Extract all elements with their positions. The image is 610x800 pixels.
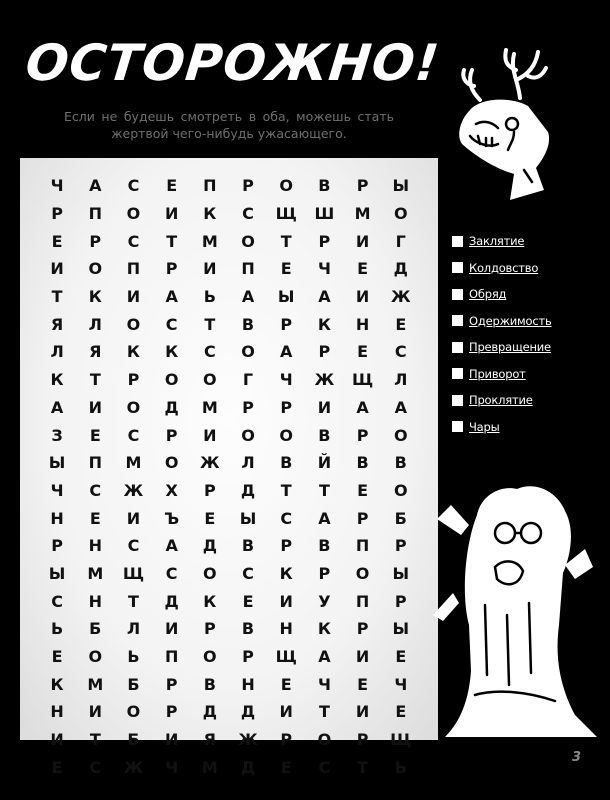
grid-letter[interactable]: Б: [394, 508, 407, 528]
grid-letter[interactable]: Е: [89, 508, 101, 528]
grid-letter[interactable]: Е: [280, 674, 292, 694]
word-label: Приворот: [469, 366, 526, 381]
grid-letter[interactable]: П: [355, 536, 370, 556]
grid-letter[interactable]: О: [164, 370, 179, 390]
grid-letter[interactable]: Ч: [165, 757, 179, 777]
grid-letter[interactable]: Т: [51, 287, 63, 307]
grid-letter[interactable]: Р: [356, 176, 369, 196]
letter-grid: [38, 172, 420, 781]
grid-letter[interactable]: О: [126, 702, 141, 722]
grid-letter[interactable]: Х: [165, 480, 178, 500]
grid-letter[interactable]: П: [241, 259, 255, 279]
grid-letter[interactable]: С: [127, 536, 140, 556]
grid-letter[interactable]: Н: [88, 536, 102, 556]
grid-letter[interactable]: Л: [126, 619, 141, 639]
grid-letter[interactable]: Ъ: [164, 508, 180, 528]
grid-letter[interactable]: Л: [50, 342, 64, 362]
grid-letter[interactable]: Р: [242, 397, 254, 417]
grid-letter[interactable]: Я: [203, 730, 216, 750]
grid-letter[interactable]: Ч: [394, 674, 408, 694]
grid-letter[interactable]: Т: [89, 370, 101, 390]
grid-letter[interactable]: О: [88, 259, 103, 279]
grid-letter[interactable]: О: [203, 647, 217, 667]
grid-letter[interactable]: К: [279, 563, 293, 583]
grid-letter[interactable]: В: [318, 425, 331, 445]
grid-letter[interactable]: О: [355, 563, 370, 583]
grid-letter[interactable]: О: [241, 425, 255, 445]
grid-letter[interactable]: И: [279, 591, 293, 611]
grid-letter[interactable]: Ч: [317, 674, 331, 694]
grid-letter[interactable]: Е: [280, 259, 292, 279]
grid-letter[interactable]: Р: [127, 370, 140, 390]
grid-letter[interactable]: Е: [357, 480, 369, 500]
grid-letter[interactable]: О: [241, 342, 255, 362]
grid-letter[interactable]: Т: [357, 757, 369, 777]
grid-letter[interactable]: И: [203, 425, 217, 445]
grid-letter[interactable]: В: [318, 536, 331, 556]
grid-letter[interactable]: Д: [240, 702, 256, 722]
grid-letter[interactable]: Е: [357, 342, 369, 362]
grid-letter[interactable]: И: [164, 204, 179, 224]
word-search-panel: [20, 158, 438, 777]
grid-letter[interactable]: Т: [318, 702, 330, 722]
grid-letter[interactable]: Ы: [277, 287, 295, 307]
word-label: Проклятие: [469, 393, 533, 408]
grid-letter[interactable]: Ж: [390, 287, 411, 307]
instructions-text: Если не будешь смотреть в оба, можешь стать жертвой чего-нибудь ужасающего.: [64, 109, 394, 141]
grid-letter[interactable]: В: [394, 453, 407, 473]
grid-letter[interactable]: Е: [395, 314, 407, 334]
grid-letter[interactable]: П: [88, 453, 102, 473]
word-label: Заклятие: [469, 234, 525, 249]
grid-letter[interactable]: К: [203, 591, 217, 611]
word-checkbox[interactable]: [452, 236, 463, 247]
grid-letter[interactable]: Л: [88, 314, 102, 334]
grid-letter[interactable]: Е: [280, 757, 292, 777]
grid-letter[interactable]: С: [127, 176, 140, 196]
grid-letter[interactable]: Ч: [50, 176, 64, 196]
grid-letter[interactable]: Е: [89, 425, 101, 445]
grid-letter[interactable]: О: [393, 480, 408, 500]
grid-letter[interactable]: Р: [242, 176, 254, 196]
grid-letter[interactable]: С: [51, 591, 63, 611]
grid-letter[interactable]: М: [201, 231, 218, 251]
grid-letter[interactable]: Н: [50, 702, 64, 722]
grid-letter[interactable]: Р: [394, 591, 407, 611]
grid-letter[interactable]: С: [127, 231, 140, 251]
word-checklist: [452, 228, 552, 440]
grid-letter[interactable]: Р: [51, 536, 63, 556]
grid-letter[interactable]: В: [318, 176, 331, 196]
word-checkbox[interactable]: [452, 315, 463, 326]
grid-letter[interactable]: Т: [89, 730, 101, 750]
grid-letter[interactable]: Т: [280, 480, 292, 500]
grid-letter[interactable]: Л: [241, 453, 255, 473]
grid-letter[interactable]: М: [201, 757, 218, 777]
grid-letter[interactable]: С: [89, 757, 102, 777]
grid-letter[interactable]: Е: [204, 508, 216, 528]
word-label: Колдовство: [469, 260, 539, 275]
grid-letter[interactable]: И: [126, 287, 141, 307]
grid-letter[interactable]: О: [203, 563, 217, 583]
grid-letter[interactable]: О: [241, 231, 255, 251]
grid-letter[interactable]: Ы: [48, 563, 66, 583]
grid-letter[interactable]: Р: [318, 342, 331, 362]
grid-letter[interactable]: Д: [164, 397, 179, 417]
grid-letter[interactable]: О: [126, 397, 141, 417]
grid-letter[interactable]: Р: [280, 314, 293, 334]
grid-letter[interactable]: И: [355, 287, 370, 307]
grid-letter[interactable]: Щ: [351, 370, 374, 390]
grid-letter[interactable]: С: [165, 563, 178, 583]
grid-letter[interactable]: С: [242, 204, 254, 224]
page-title: ОСТОРОЖНО!: [22, 34, 443, 92]
grid-letter[interactable]: К: [165, 342, 179, 362]
grid-letter[interactable]: К: [317, 314, 331, 334]
grid-letter[interactable]: Т: [204, 314, 216, 334]
grid-letter[interactable]: Р: [394, 536, 407, 556]
grid-letter[interactable]: О: [164, 453, 179, 473]
grid-letter[interactable]: Е: [51, 757, 63, 777]
grid-letter[interactable]: И: [88, 397, 102, 417]
grid-letter[interactable]: С: [165, 314, 178, 334]
grid-letter[interactable]: Щ: [275, 204, 297, 224]
grid-letter[interactable]: Ж: [123, 757, 144, 777]
grid-letter[interactable]: К: [50, 370, 64, 390]
word-list-item: [452, 414, 552, 441]
grid-letter[interactable]: Н: [88, 591, 102, 611]
grid-letter[interactable]: Р: [165, 425, 178, 445]
grid-letter[interactable]: Л: [394, 370, 408, 390]
grid-letter[interactable]: Т: [128, 591, 139, 611]
grid-letter[interactable]: Т: [318, 480, 330, 500]
grid-letter[interactable]: Р: [356, 619, 369, 639]
grid-letter[interactable]: Д: [240, 480, 256, 500]
grid-letter[interactable]: К: [126, 342, 140, 362]
grid-letter[interactable]: Р: [51, 204, 63, 224]
grid-letter[interactable]: И: [126, 508, 141, 528]
grid-letter[interactable]: К: [317, 619, 331, 639]
grid-letter[interactable]: С: [203, 342, 216, 362]
grid-letter[interactable]: О: [393, 204, 408, 224]
grid-letter[interactable]: Д: [202, 702, 217, 722]
word-list-item: [452, 387, 552, 414]
grid-letter[interactable]: Щ: [390, 730, 412, 750]
grid-letter[interactable]: Ь: [127, 647, 140, 667]
grid-letter[interactable]: Е: [395, 647, 407, 667]
grid-letter[interactable]: Н: [50, 508, 64, 528]
grid-letter[interactable]: И: [279, 702, 293, 722]
grid-letter[interactable]: С: [242, 563, 254, 583]
grid-letter[interactable]: П: [164, 647, 179, 667]
grid-letter[interactable]: Ч: [317, 259, 331, 279]
grid-letter[interactable]: А: [165, 536, 178, 556]
grid-letter[interactable]: Р: [356, 508, 369, 528]
word-checkbox[interactable]: [452, 342, 463, 353]
grid-letter[interactable]: Т: [280, 231, 292, 251]
grid-letter[interactable]: Д: [164, 591, 179, 611]
grid-letter[interactable]: А: [89, 176, 102, 196]
word-checkbox[interactable]: [452, 368, 463, 379]
grid-letter[interactable]: Ж: [200, 453, 220, 473]
grid-letter[interactable]: Р: [280, 730, 293, 750]
grid-letter[interactable]: А: [356, 397, 369, 417]
grid-letter[interactable]: В: [203, 674, 216, 694]
grid-letter[interactable]: Ч: [279, 370, 293, 390]
word-list-item: [452, 308, 552, 335]
grid-letter[interactable]: Ы: [392, 619, 410, 639]
grid-letter[interactable]: М: [125, 453, 142, 473]
grid-letter[interactable]: М: [87, 563, 104, 583]
grid-letter[interactable]: О: [279, 425, 294, 445]
grid-letter[interactable]: Е: [357, 259, 369, 279]
grid-letter[interactable]: А: [50, 397, 64, 417]
grid-letter[interactable]: А: [318, 287, 331, 307]
grid-letter[interactable]: Р: [165, 259, 178, 279]
grid-letter[interactable]: Ы: [48, 453, 66, 473]
grid-letter[interactable]: Ы: [392, 176, 410, 196]
word-checkbox[interactable]: [452, 421, 463, 432]
grid-letter[interactable]: О: [88, 647, 103, 667]
grid-letter[interactable]: В: [241, 536, 255, 556]
tree-monster-illustration: [425, 475, 600, 745]
grid-letter[interactable]: Й: [317, 453, 332, 473]
grid-letter[interactable]: Р: [203, 480, 216, 500]
grid-letter[interactable]: Д: [393, 259, 408, 279]
grid-letter[interactable]: А: [318, 508, 331, 528]
grid-letter[interactable]: И: [50, 259, 64, 279]
grid-letter[interactable]: У: [318, 591, 331, 611]
grid-letter[interactable]: О: [279, 176, 294, 196]
grid-letter[interactable]: Р: [242, 647, 254, 667]
grid-letter[interactable]: Е: [51, 231, 63, 251]
grid-letter[interactable]: Я: [50, 314, 64, 334]
word-checkbox[interactable]: [452, 289, 463, 300]
grid-letter[interactable]: Е: [51, 647, 63, 667]
grid-letter[interactable]: И: [164, 730, 179, 750]
grid-letter[interactable]: О: [126, 204, 141, 224]
grid-letter[interactable]: С: [318, 757, 331, 777]
grid-letter[interactable]: П: [88, 204, 102, 224]
grid-letter[interactable]: Ы: [392, 563, 410, 583]
deer-trophy-illustration: [440, 40, 580, 210]
grid-letter[interactable]: Е: [357, 674, 369, 694]
grid-letter[interactable]: В: [241, 314, 255, 334]
grid-letter[interactable]: И: [203, 259, 217, 279]
grid-letter[interactable]: А: [165, 287, 178, 307]
grid-letter[interactable]: Е: [395, 702, 407, 722]
grid-letter[interactable]: Ж: [238, 730, 258, 750]
grid-letter[interactable]: А: [394, 397, 407, 417]
grid-letter[interactable]: И: [317, 397, 332, 417]
grid-letter[interactable]: К: [203, 204, 217, 224]
grid-letter[interactable]: М: [87, 674, 104, 694]
grid-letter[interactable]: Р: [89, 231, 102, 251]
grid-letter[interactable]: Ь: [203, 287, 216, 307]
grid-letter[interactable]: П: [203, 176, 217, 196]
grid-letter[interactable]: Ж: [123, 480, 144, 500]
grid-letter[interactable]: Б: [127, 674, 140, 694]
grid-letter[interactable]: Р: [280, 536, 293, 556]
grid-letter[interactable]: Щ: [122, 563, 145, 583]
grid-letter[interactable]: Ш: [314, 204, 335, 224]
grid-letter[interactable]: М: [354, 204, 371, 224]
grid-letter[interactable]: Б: [89, 619, 102, 639]
grid-letter[interactable]: Г: [395, 231, 406, 251]
grid-letter[interactable]: Д: [202, 536, 217, 556]
grid-letter[interactable]: М: [201, 397, 218, 417]
grid-letter[interactable]: И: [164, 619, 179, 639]
grid-letter[interactable]: И: [355, 702, 370, 722]
grid-letter[interactable]: Ь: [394, 757, 407, 777]
word-checkbox[interactable]: [452, 395, 463, 406]
page-number: 3: [572, 750, 582, 765]
grid-letter[interactable]: Щ: [275, 647, 297, 667]
grid-letter[interactable]: Е: [166, 176, 178, 196]
grid-letter[interactable]: Р: [203, 619, 216, 639]
grid-letter[interactable]: П: [355, 591, 370, 611]
grid-letter[interactable]: С: [280, 508, 293, 528]
grid-letter[interactable]: К: [88, 287, 102, 307]
grid-letter[interactable]: Н: [241, 674, 255, 694]
grid-letter[interactable]: О: [203, 370, 217, 390]
word-label: Превращение: [469, 340, 551, 355]
word-list-item: [452, 361, 552, 388]
grid-letter[interactable]: Ч: [50, 480, 64, 500]
word-label: Чары: [469, 419, 500, 434]
grid-letter[interactable]: И: [355, 231, 370, 251]
word-list-item: [452, 228, 552, 255]
grid-letter[interactable]: Р: [280, 397, 293, 417]
grid-letter[interactable]: К: [50, 674, 64, 694]
grid-letter[interactable]: Н: [355, 314, 370, 334]
grid-letter[interactable]: О: [317, 730, 332, 750]
grid-letter[interactable]: И: [355, 647, 370, 667]
word-list-item: [452, 334, 552, 361]
grid-letter[interactable]: Д: [240, 757, 256, 777]
grid-letter[interactable]: Р: [165, 674, 178, 694]
grid-letter[interactable]: С: [89, 480, 102, 500]
grid-letter[interactable]: Г: [242, 370, 254, 390]
grid-letter[interactable]: С: [394, 342, 407, 362]
word-list-item: [452, 255, 552, 282]
grid-letter[interactable]: А: [318, 647, 331, 667]
grid-letter[interactable]: С: [127, 425, 140, 445]
grid-letter[interactable]: Я: [89, 342, 102, 362]
grid-letter[interactable]: Р: [356, 730, 369, 750]
grid-letter[interactable]: А: [241, 287, 255, 307]
word-checkbox[interactable]: [452, 262, 463, 273]
grid-letter[interactable]: Ь: [50, 619, 64, 639]
grid-letter[interactable]: О: [126, 314, 141, 334]
grid-letter[interactable]: В: [280, 453, 293, 473]
grid-letter[interactable]: А: [280, 342, 293, 362]
grid-letter[interactable]: И: [88, 702, 102, 722]
grid-letter[interactable]: Р: [165, 702, 178, 722]
grid-letter[interactable]: В: [356, 453, 369, 473]
grid-letter[interactable]: З: [51, 425, 63, 445]
grid-letter[interactable]: Ж: [314, 370, 335, 390]
grid-letter[interactable]: Н: [279, 619, 293, 639]
grid-letter[interactable]: Р: [318, 231, 331, 251]
grid-letter[interactable]: П: [126, 259, 141, 279]
grid-letter[interactable]: Е: [242, 591, 254, 611]
word-list-item: [452, 281, 552, 308]
word-label: Одержимость: [469, 313, 552, 328]
grid-letter[interactable]: Ы: [239, 508, 257, 528]
word-label: Обряд: [469, 287, 507, 302]
grid-letter[interactable]: В: [241, 619, 255, 639]
grid-letter[interactable]: Р: [318, 563, 331, 583]
grid-letter[interactable]: Р: [356, 425, 369, 445]
grid-letter[interactable]: Т: [166, 231, 178, 251]
grid-letter[interactable]: И: [50, 730, 64, 750]
grid-letter[interactable]: Б: [127, 730, 140, 750]
grid-letter[interactable]: О: [393, 425, 408, 445]
